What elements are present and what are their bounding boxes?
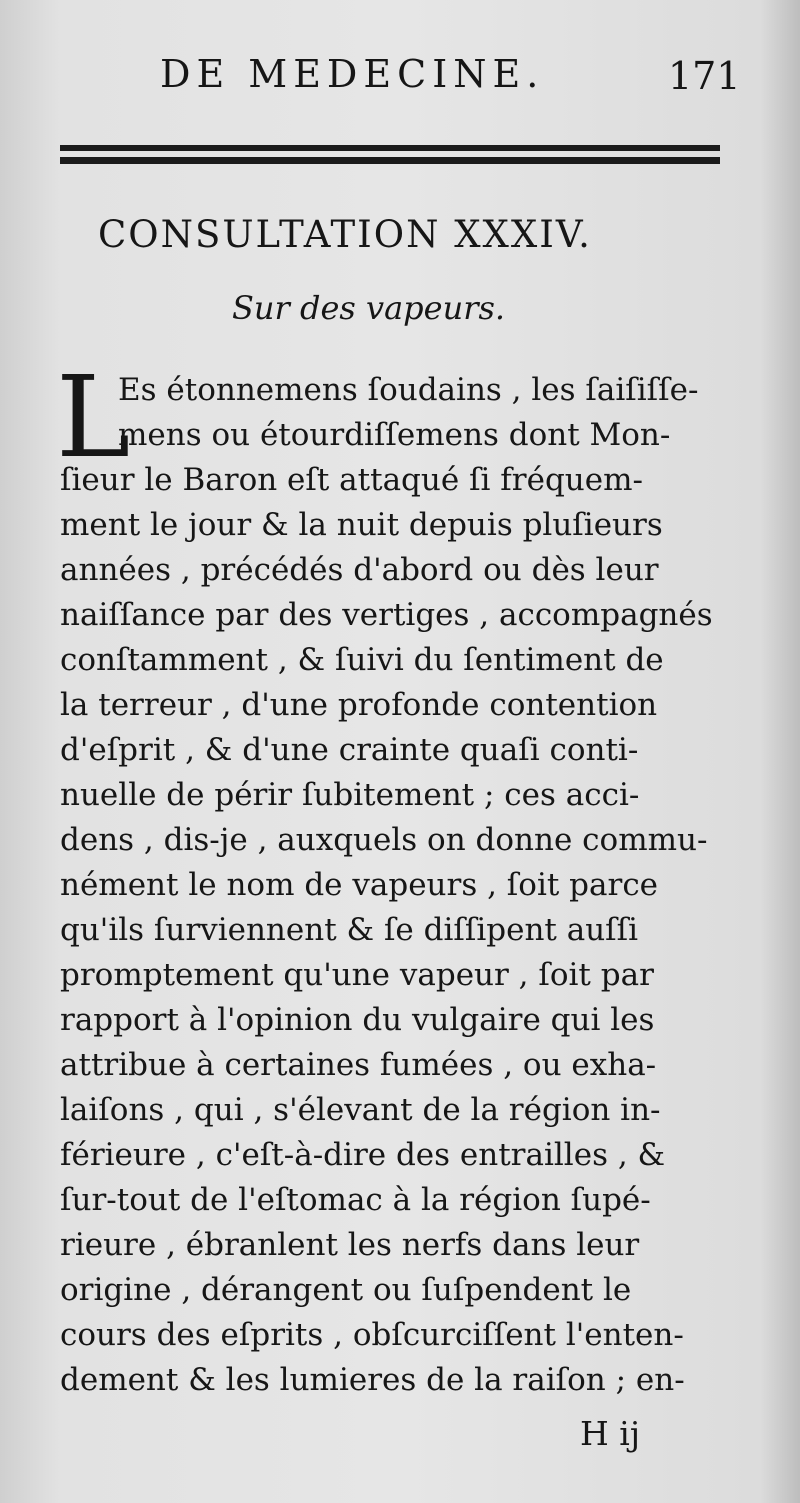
- text-line: d'eſprit , & d'une crainte quaſi conti-: [60, 732, 639, 768]
- header-rule-top: [60, 145, 720, 151]
- text-line: férieure , c'eſt-à-dire des entrailles , &: [60, 1137, 666, 1173]
- header-rule-bottom: [60, 157, 720, 164]
- text-line: attribue à certaines fumées , ou exha-: [60, 1047, 657, 1083]
- running-head: DE MEDECINE.: [160, 52, 545, 96]
- text-line: nuelle de périr ſubitement ; ces acci-: [60, 777, 640, 813]
- text-line: naiſſance par des vertiges , accompagnés: [60, 597, 713, 633]
- drop-cap: L: [56, 353, 131, 483]
- text-line: promptement qu'une vapeur , ſoit par: [60, 957, 654, 993]
- text-line: dens , dis-je , auxquels on donne commu-: [60, 822, 708, 858]
- text-line: mens ou étourdiſſemens dont Mon-: [118, 417, 671, 453]
- text-line: années , précédés d'abord ou dès leur: [60, 552, 659, 588]
- consultation-title: CONSULTATION XXXIV.: [98, 212, 592, 256]
- text-line: conſtamment , & ſuivi du ſentiment de: [60, 642, 664, 678]
- page-number: 171: [668, 54, 741, 98]
- text-line: cours des eſprits , obſcurciſſent l'enten-: [60, 1317, 684, 1353]
- text-line: rapport à l'opinion du vulgaire qui les: [60, 1002, 655, 1038]
- text-line: qu'ils ſurviennent & ſe diſſipent auſſi: [60, 912, 639, 948]
- text-line: laiſons , qui , s'élevant de la région in-: [60, 1092, 661, 1128]
- signature-mark: H ij: [580, 1413, 641, 1453]
- text-line: ſur-tout de l'eſtomac à la région ſupé-: [60, 1182, 651, 1218]
- text-line: nément le nom de vapeurs , ſoit parce: [60, 867, 659, 903]
- consultation-subtitle: Sur des vapeurs.: [232, 289, 506, 327]
- text-line: rieure , ébranlent les nerfs dans leur: [60, 1227, 640, 1263]
- text-line: Es étonnemens ſoudains , les ſaiſiſſe-: [118, 372, 699, 408]
- text-line: la terreur , d'une profonde contention: [60, 687, 658, 723]
- text-line: dement & les lumieres de la raiſon ; en-: [60, 1362, 685, 1398]
- text-line: ment le jour & la nuit depuis pluſieurs: [60, 507, 663, 543]
- text-line: origine , dérangent ou ſuſpendent le: [60, 1272, 632, 1308]
- text-line: ſieur le Baron eſt attaqué ſi fréquem-: [60, 462, 643, 498]
